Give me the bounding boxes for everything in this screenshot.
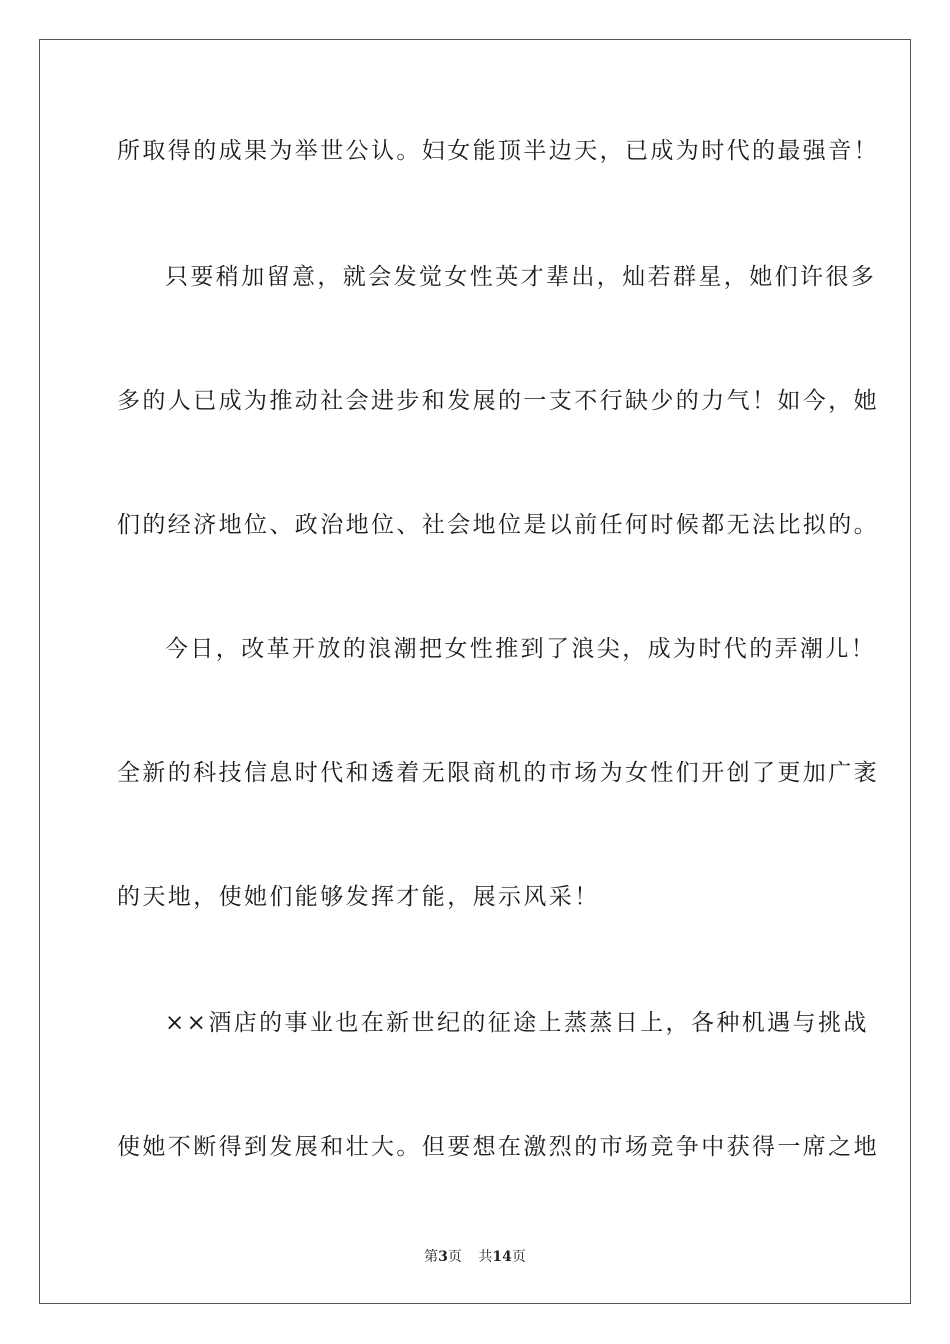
- page-footer: [0, 1247, 950, 1267]
- total-suffix: 页: [511, 1249, 526, 1265]
- total-pages: 14: [492, 1249, 512, 1265]
- text-line-8: ××酒店的事业也在新世纪的征途上蒸蒸日上，各种机遇与挑战: [165, 1010, 869, 1036]
- page-indicator: [424, 1249, 462, 1265]
- text-line-4: 们的经济地位、政治地位、社会地位是以前任何时候都无法比拟的。: [117, 512, 879, 538]
- text-line-1: 所取得的成果为举世公认。妇女能顶半边天，已成为时代的最强音！: [117, 138, 879, 164]
- text-line-5: 今日，改革开放的浪潮把女性推到了浪尖，成为时代的弄潮儿！: [165, 636, 877, 662]
- text-line-6: 全新的科技信息时代和透着无限商机的市场为女性们开创了更加广袤: [117, 760, 879, 786]
- page-number: 3: [438, 1249, 448, 1265]
- page-suffix: 页: [447, 1249, 462, 1265]
- text-line-9: 使她不断得到发展和壮大。但要想在激烈的市场竞争中获得一席之地: [117, 1134, 879, 1160]
- page-prefix: 第: [424, 1249, 439, 1265]
- text-line-7: 的天地，使她们能够发挥才能，展示风采！: [117, 884, 600, 910]
- text-line-3: 多的人已成为推动社会进步和发展的一支不行缺少的力气！如今，她: [117, 388, 879, 414]
- total-indicator: [478, 1249, 525, 1265]
- text-line-2: 只要稍加留意，就会发觉女性英才辈出，灿若群星，她们许很多: [165, 264, 877, 290]
- page-frame: [39, 39, 911, 1304]
- total-prefix: 共: [478, 1249, 493, 1265]
